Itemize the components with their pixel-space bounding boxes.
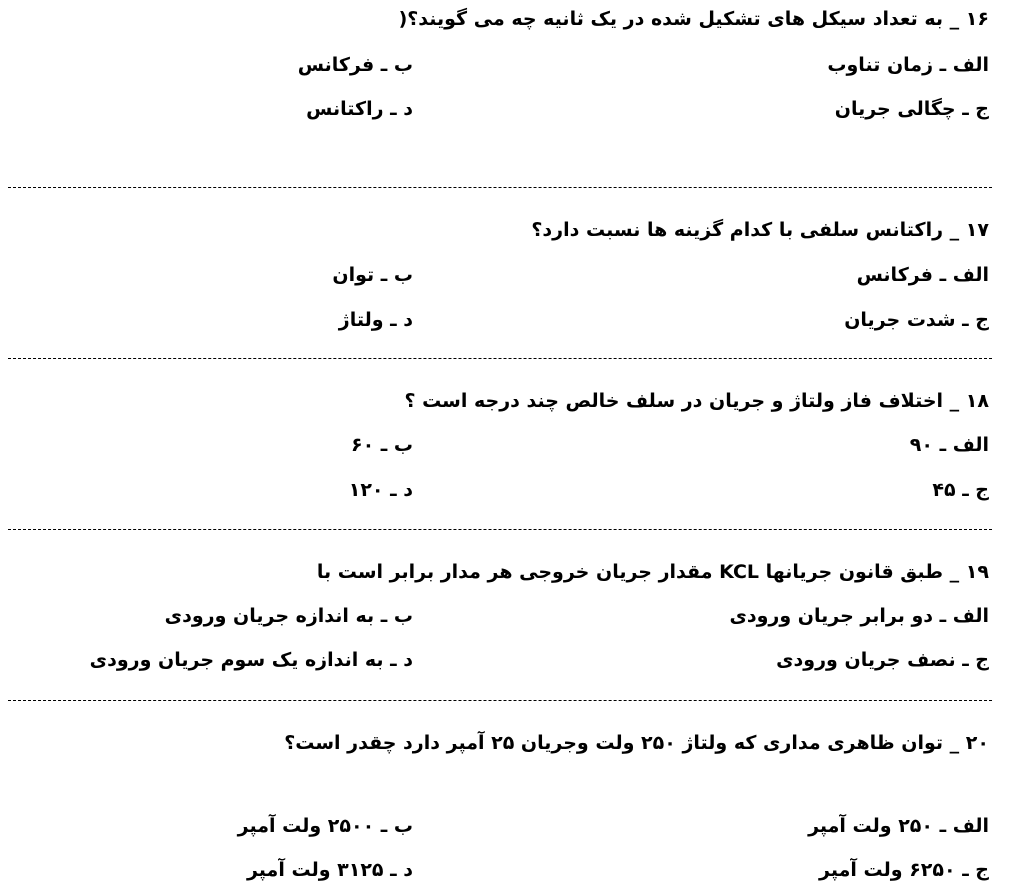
q20-option-c: ج ـ ۶۲۵۰ ولت آمپر xyxy=(819,859,989,881)
question-19: ۱۹ _ طبق قانون جریانها KCL مقدار جریان خروجی هر مدار برابر است با xyxy=(316,561,989,583)
q20-option-d: د ـ ۳۱۲۵ ولت آمپر xyxy=(246,859,413,881)
question-16: ۱۶ _ به تعداد سیکل های تشکیل شده در یک ثانیه چه می گویند؟( xyxy=(398,8,989,30)
q16-option-b: ب ـ فرکانس xyxy=(297,54,413,76)
q19-option-c: ج ـ نصف جریان ورودی xyxy=(776,649,989,671)
q19-option-b: ب ـ به اندازه جریان ورودی xyxy=(164,605,413,627)
question-20: ۲۰ _ توان ظاهری مداری که ولتاژ ۲۵۰ ولت وجریان ۲۵ آمپر دارد چقدر است؟ xyxy=(284,732,989,754)
q18-option-a: الف ـ ۹۰ xyxy=(909,434,989,456)
q20-option-a: الف ـ ۲۵۰ ولت آمپر xyxy=(808,815,989,837)
q17-option-d: د ـ ولتاژ xyxy=(338,309,413,331)
q17-option-c: ج ـ شدت جریان xyxy=(844,309,989,331)
q19-option-a: الف ـ دو برابر جریان ورودی xyxy=(729,605,989,627)
q19-option-d: د ـ به اندازه یک سوم جریان ورودی xyxy=(89,649,413,671)
q17-option-b: ب ـ توان xyxy=(332,264,413,286)
question-18: ۱۸ _ اختلاف فاز ولتاژ و جریان در سلف خالص چند درجه است ؟ xyxy=(404,390,989,412)
q18-option-b: ب ـ ۶۰ xyxy=(350,434,413,456)
q18-option-c: ج ـ ۴۵ xyxy=(932,479,989,501)
question-17: ۱۷ _ راکتانس سلفی با کدام گزینه ها نسبت دارد؟ xyxy=(531,219,989,241)
q18-option-d: د ـ ۱۲۰ xyxy=(348,479,413,501)
q16-option-a: الف ـ زمان تناوب xyxy=(827,54,989,76)
divider xyxy=(8,358,992,359)
q17-option-a: الف ـ فرکانس xyxy=(856,264,989,286)
q16-option-c: ج ـ چگالی جریان xyxy=(834,98,989,120)
divider xyxy=(8,529,992,530)
q20-option-b: ب ـ ۲۵۰۰ ولت آمپر xyxy=(237,815,413,837)
q16-option-d: د ـ راکتانس xyxy=(306,98,413,120)
divider xyxy=(8,187,992,188)
divider xyxy=(8,700,992,701)
